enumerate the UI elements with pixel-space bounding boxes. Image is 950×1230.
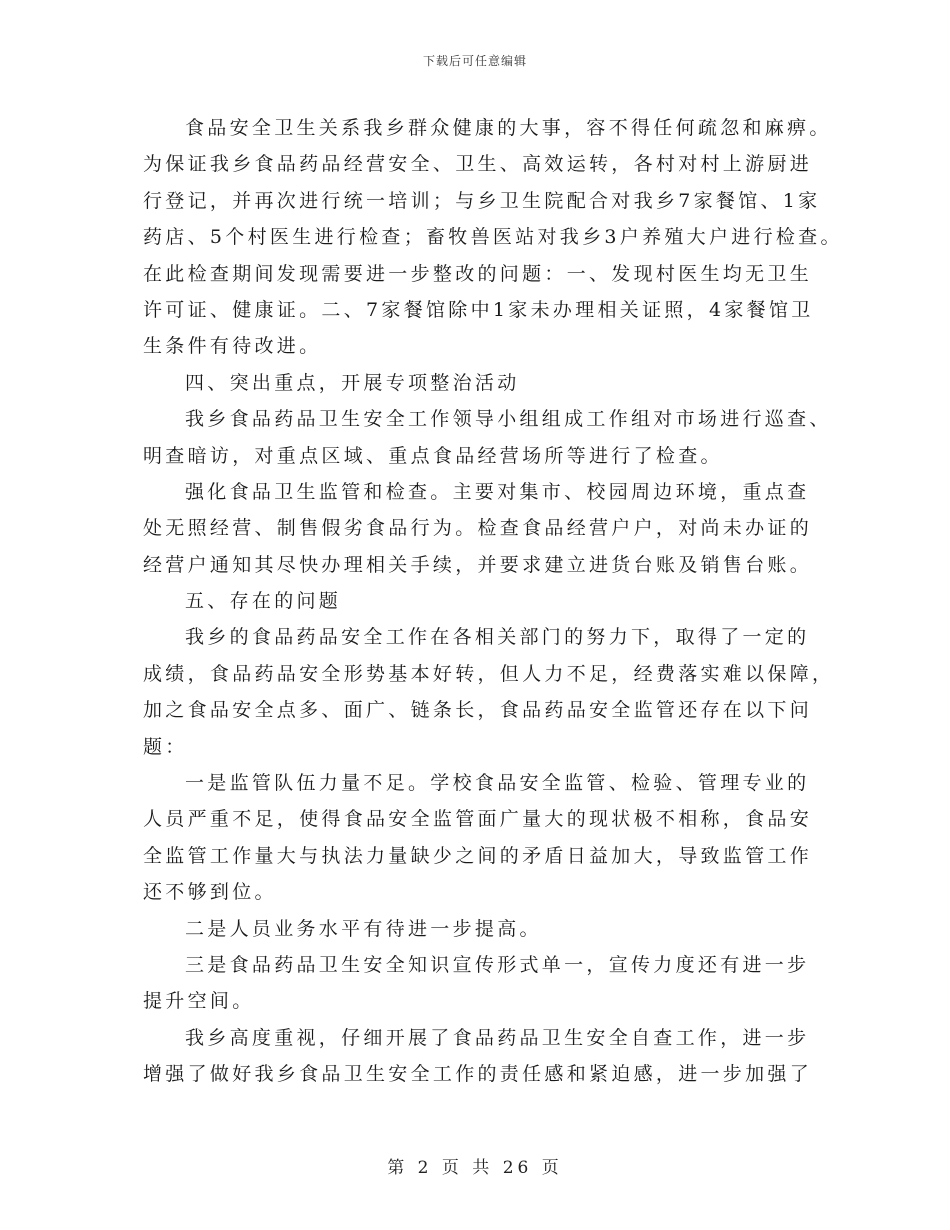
text-line: 在此检查期间发现需要进一步整改的问题：一、发现村医生均无卫生 (143, 262, 813, 285)
text-line: 药店、5个村医生进行检查；畜牧兽医站对我乡3户养殖大户进行检查。 (143, 226, 843, 249)
text-line: 全监管工作量大与执法力量缺少之间的矛盾日益加大，导致监管工作 (143, 844, 813, 867)
text-line: 许可证、健康证。二、7家餐馆除中1家未办理相关证照，4家餐馆卫 (143, 298, 814, 321)
text-line: 处无照经营、制售假劣食品行为。检查食品经营户户，对尚未办证的 (143, 517, 813, 540)
text-line: 成绩，食品药品安全形势基本好转，但人力不足，经费落实难以保障， (143, 662, 835, 685)
text-line: 一是监管队伍力量不足。学校食品安全监管、检验、管理专业的 (185, 772, 810, 795)
section-heading: 五、存在的问题 (185, 590, 342, 613)
text-line: 人员严重不足，使得食品安全监管面广量大的现状极不相称，食品安 (143, 808, 813, 831)
text-line: 还不够到位。 (143, 881, 277, 904)
text-line: 我乡高度重视，仔细开展了食品药品卫生安全自查工作，进一步 (185, 1026, 810, 1049)
page-header: 下载后可任意编辑 (422, 54, 527, 68)
text-line: 加之食品安全点多、面广、链条长，食品药品安全监管还存在以下问 (143, 699, 813, 722)
page-number: 第 2 页 共 26 页 (387, 1158, 563, 1178)
text-line: 强化食品卫生监管和检查。主要对集市、校园周边环境，重点查 (185, 480, 810, 503)
text-line: 二是人员业务水平有待进一步提高。 (185, 917, 542, 940)
text-line: 提升空间。 (143, 990, 255, 1013)
text-line: 行登记，并再次进行统一培训；与乡卫生院配合对我乡7家餐馆、1家 (143, 189, 821, 212)
text-line: 生条件有待改进。 (143, 335, 322, 358)
document-body (143, 110, 843, 1093)
text-line: 增强了做好我乡食品卫生安全工作的责任感和紧迫感，进一步加强了 (143, 1063, 813, 1086)
text-line: 经营户通知其尽快办理相关手续，并要求建立进货台账及销售台账。 (143, 553, 813, 576)
text-line: 题： (143, 735, 188, 758)
section-heading: 四、突出重点，开展专项整治活动 (185, 371, 520, 394)
text-line: 我乡的食品药品安全工作在各相关部门的努力下，取得了一定的 (185, 626, 810, 649)
text-line: 明查暗访，对重点区域、重点食品经营场所等进行了检查。 (143, 444, 723, 467)
text-line: 食品安全卫生关系我乡群众健康的大事，容不得任何疏忽和麻痹。 (185, 117, 832, 139)
text-line: 为保证我乡食品药品经营安全、卫生、高效运转，各村对村上游厨进 (143, 153, 813, 176)
text-line: 我乡食品药品卫生安全工作领导小组组成工作组对市场进行巡查、 (185, 408, 832, 431)
text-line: 三是食品药品卫生安全知识宣传形式单一，宣传力度还有进一步 (185, 953, 810, 976)
